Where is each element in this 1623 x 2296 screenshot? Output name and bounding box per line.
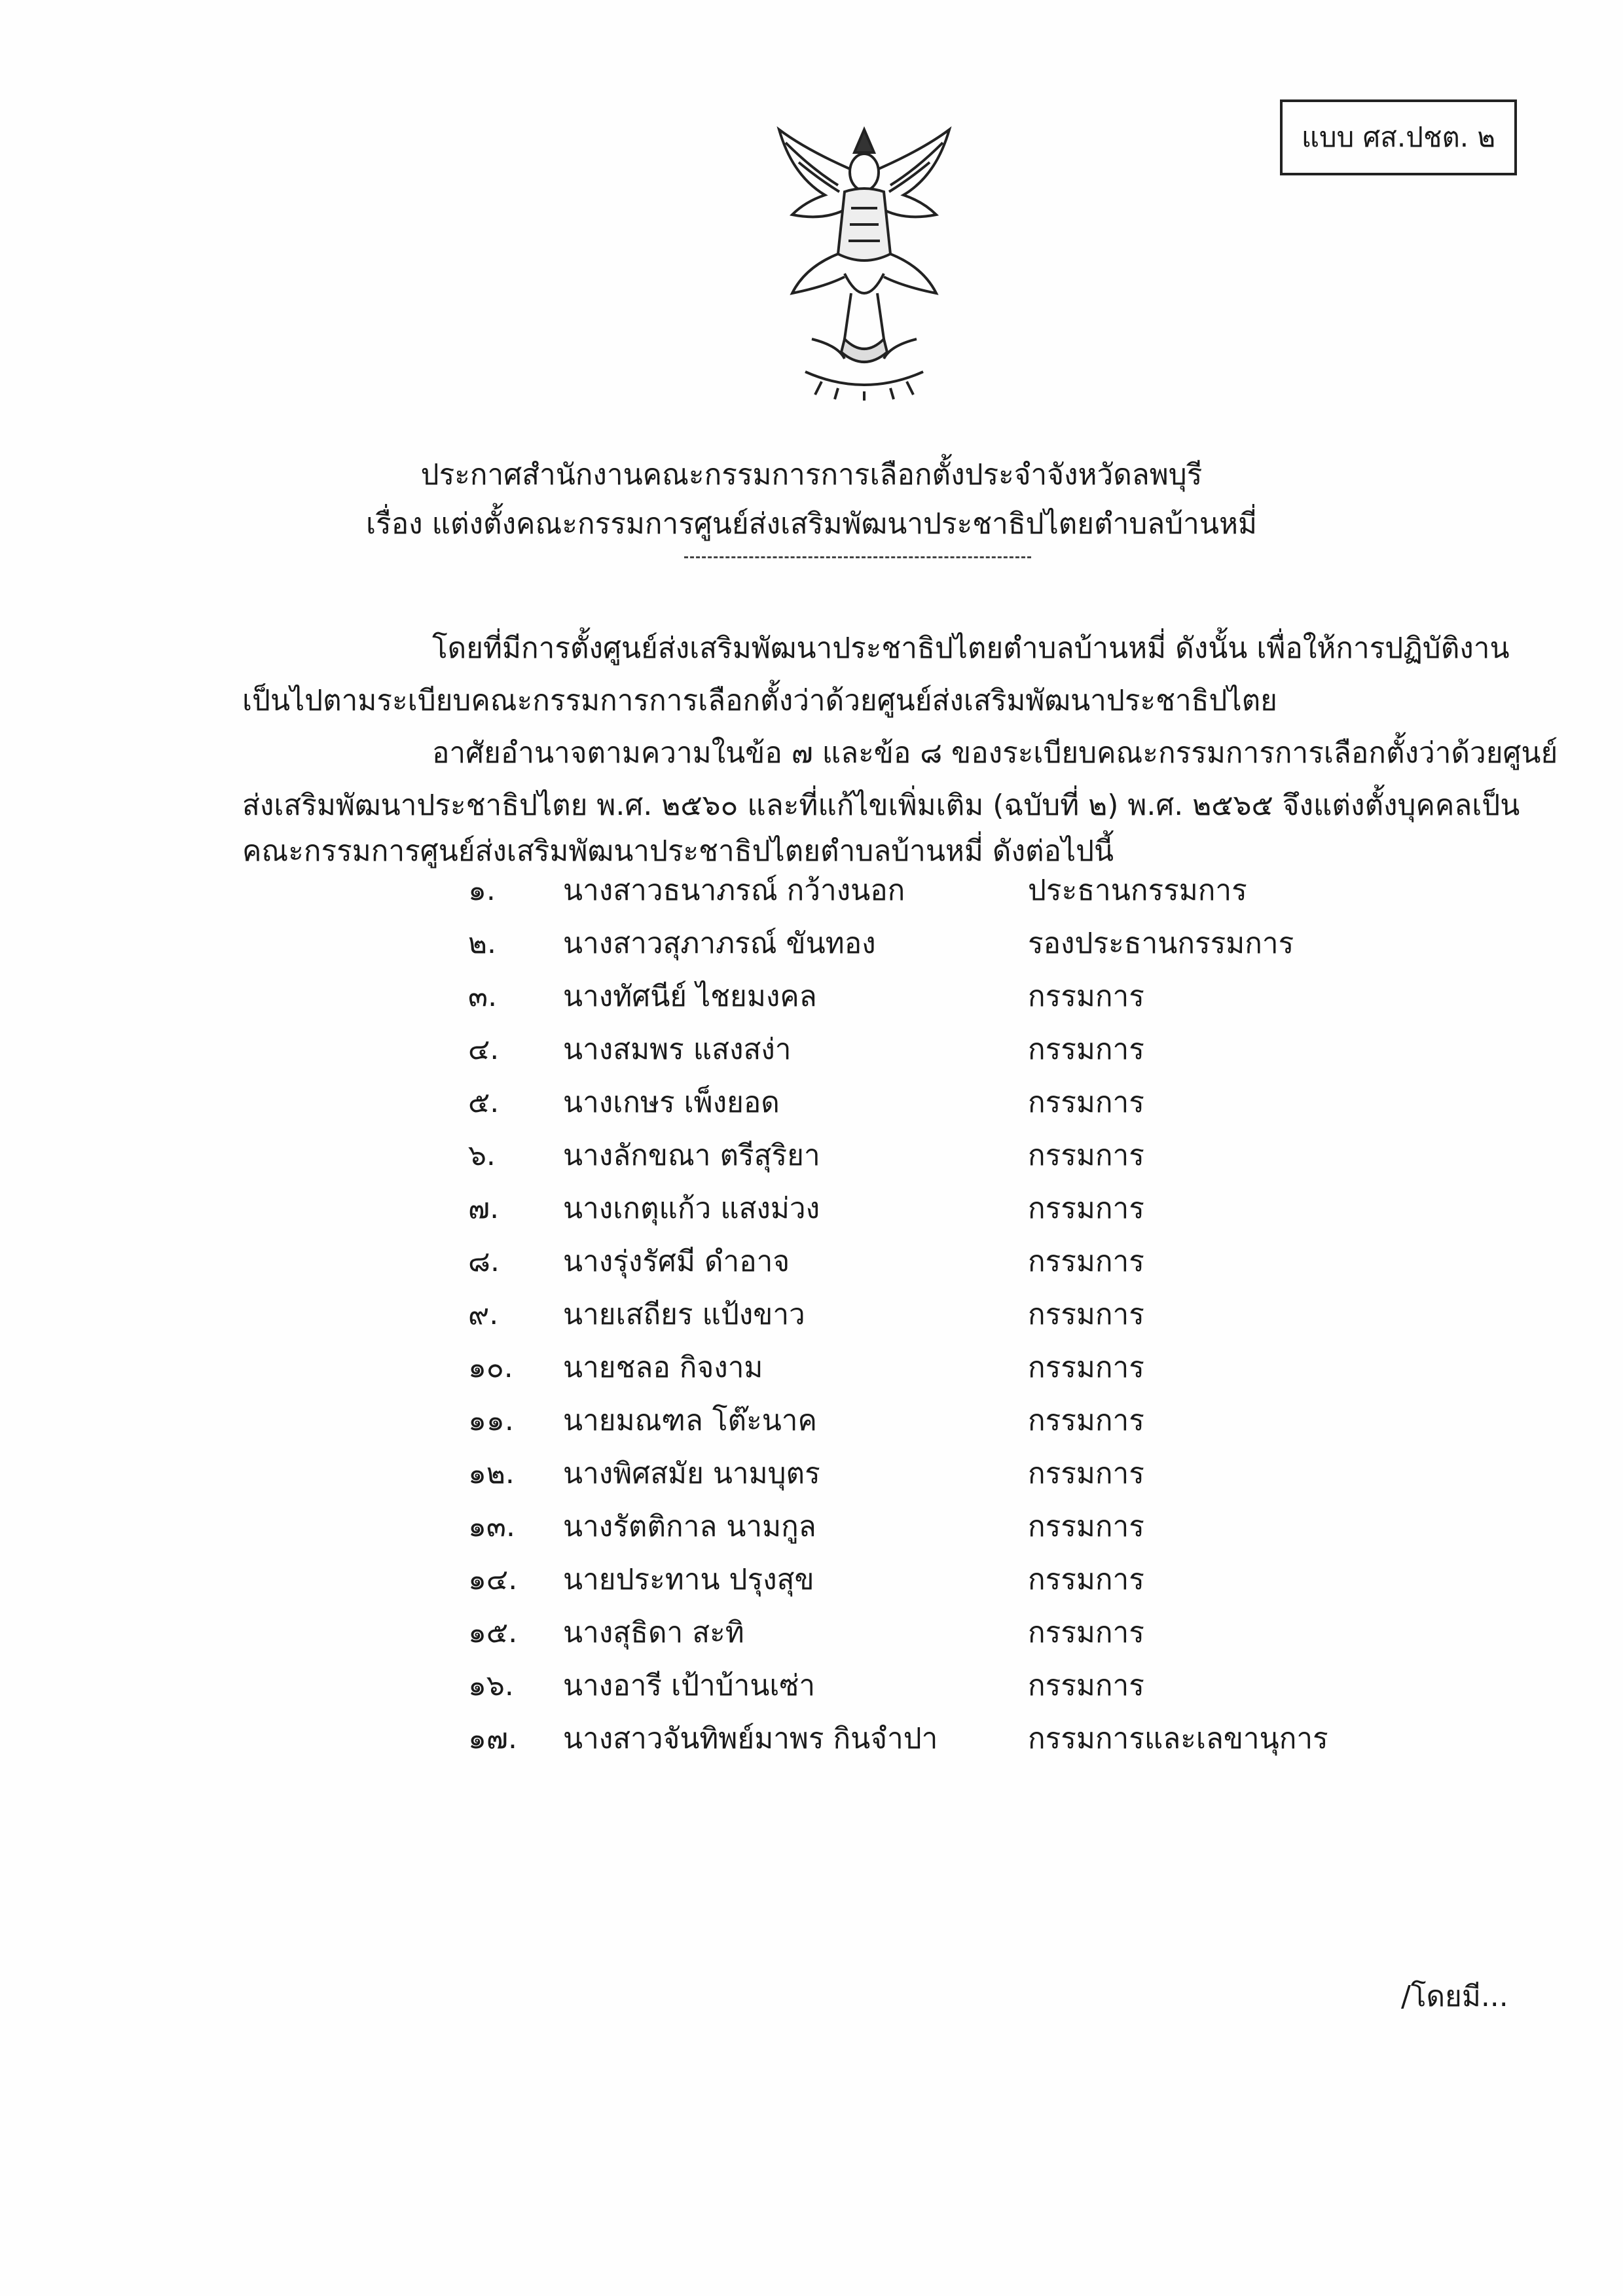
member-role: กรรมการ xyxy=(1028,1563,1144,1596)
member-name: นางรุ่งรัศมี ดำอาจ xyxy=(563,1245,790,1278)
form-code: แบบ ศส.ปชต. ๒ xyxy=(1301,121,1496,153)
paragraph-2-line-2: ส่งเสริมพัฒนาประชาธิปไตย พ.ศ. ๒๕๖๐ และที่แก้ไขเพิ่มเติม (ฉบับที่ ๒) พ.ศ. ๒๕๖๕ จึงแต่งตั้งบุคคลเป็น xyxy=(242,789,1520,822)
member-role: กรรมการ xyxy=(1028,1510,1144,1543)
member-name: นางพิศสมัย นามบุตร xyxy=(563,1457,820,1490)
member-role: กรรมการ xyxy=(1028,1192,1144,1225)
member-number: ๑๑. xyxy=(468,1404,514,1437)
member-number: ๔. xyxy=(468,1033,500,1066)
member-name: นายเสถียร แป้งขาว xyxy=(563,1298,805,1331)
member-role: กรรมการและเลขานุการ xyxy=(1028,1722,1328,1755)
member-number: ๕. xyxy=(468,1086,500,1119)
paragraph-2-line-3: คณะกรรมการศูนย์ส่งเสริมพัฒนาประชาธิปไตยตำบลบ้านหมี่ ดังต่อไปนี้ xyxy=(242,834,1114,868)
member-name: นายประทาน ปรุงสุข xyxy=(563,1563,814,1596)
member-number: ๑๔. xyxy=(468,1563,518,1596)
member-number: ๒. xyxy=(468,927,496,960)
member-name: นางสาวสุภาภรณ์ ขันทอง xyxy=(563,927,876,960)
member-role: กรรมการ xyxy=(1028,1298,1144,1331)
title-divider xyxy=(684,556,1031,558)
continued-next-page: /โดยมี... xyxy=(1401,1980,1508,2013)
form-code-box xyxy=(1280,99,1517,175)
member-name: นางสาวธนาภรณ์ กว้างนอก xyxy=(563,874,905,907)
member-number: ๑๒. xyxy=(468,1457,515,1490)
member-name: นางสมพร แสงสง่า xyxy=(563,1033,792,1066)
member-role: กรรมการ xyxy=(1028,1457,1144,1490)
member-name: นางทัศนีย์ ไชยมงคล xyxy=(563,980,817,1013)
member-role: รองประธานกรรมการ xyxy=(1028,927,1294,960)
member-number: ๑๖. xyxy=(468,1669,514,1702)
member-role: กรรมการ xyxy=(1028,1351,1144,1384)
garuda-emblem-icon xyxy=(766,123,962,401)
member-name: นายชลอ กิจงาม xyxy=(563,1351,763,1384)
member-number: ๑. xyxy=(468,874,496,907)
member-number: ๑๕. xyxy=(468,1616,518,1649)
paragraph-1-line-1: โดยที่มีการตั้งศูนย์ส่งเสริมพัฒนาประชาธิปไตยตำบลบ้านหมี่ ดังนั้น เพื่อให้การปฏิบัติงาน xyxy=(432,632,1510,665)
member-number: ๗. xyxy=(468,1192,500,1225)
member-name: นางเกษร เพ็งยอด xyxy=(563,1086,780,1119)
member-number: ๑๓. xyxy=(468,1510,515,1543)
announcement-title: ประกาศสำนักงานคณะกรรมการการเลือกตั้งประจำจังหวัดลพบุรี xyxy=(420,458,1203,492)
member-name: นายมณฑล โต๊ะนาค xyxy=(563,1404,817,1437)
member-role: กรรมการ xyxy=(1028,1086,1144,1119)
member-number: ๓. xyxy=(468,980,498,1013)
member-role: กรรมการ xyxy=(1028,1033,1144,1066)
member-name: นางรัตติกาล นามกูล xyxy=(563,1510,816,1543)
member-number: ๖. xyxy=(468,1139,496,1172)
member-role: กรรมการ xyxy=(1028,1245,1144,1278)
member-number: ๙. xyxy=(468,1298,499,1331)
paragraph-2-line-1: อาศัยอำนาจตามความในข้อ ๗ และข้อ ๘ ของระเบียบคณะกรรมการการเลือกตั้งว่าด้วยศูนย์ xyxy=(432,736,1558,770)
member-number: ๑๐. xyxy=(468,1351,513,1384)
member-name: นางอารี เป้าบ้านเซ่า xyxy=(563,1669,816,1702)
member-number: ๘. xyxy=(468,1245,500,1278)
member-role: กรรมการ xyxy=(1028,1616,1144,1649)
member-role: กรรมการ xyxy=(1028,980,1144,1013)
member-name: นางลักขณา ตรีสุริยา xyxy=(563,1139,820,1172)
paragraph-1-line-2: เป็นไปตามระเบียบคณะกรรมการการเลือกตั้งว่าด้วยศูนย์ส่งเสริมพัฒนาประชาธิปไตย xyxy=(242,684,1277,717)
member-number: ๑๗. xyxy=(468,1722,518,1755)
announcement-subject: เรื่อง แต่งตั้งคณะกรรมการศูนย์ส่งเสริมพัฒนาประชาธิปไตยตำบลบ้านหมี่ xyxy=(366,507,1257,541)
member-name: นางเกตุแก้ว แสงม่วง xyxy=(563,1192,820,1225)
member-role: กรรมการ xyxy=(1028,1669,1144,1702)
member-name: นางสุธิดา สะทิ xyxy=(563,1616,744,1649)
member-role: กรรมการ xyxy=(1028,1404,1144,1437)
member-role: ประธานกรรมการ xyxy=(1028,874,1247,907)
member-role: กรรมการ xyxy=(1028,1139,1144,1172)
member-name: นางสาวจันทิพย์มาพร กินจำปา xyxy=(563,1722,938,1755)
